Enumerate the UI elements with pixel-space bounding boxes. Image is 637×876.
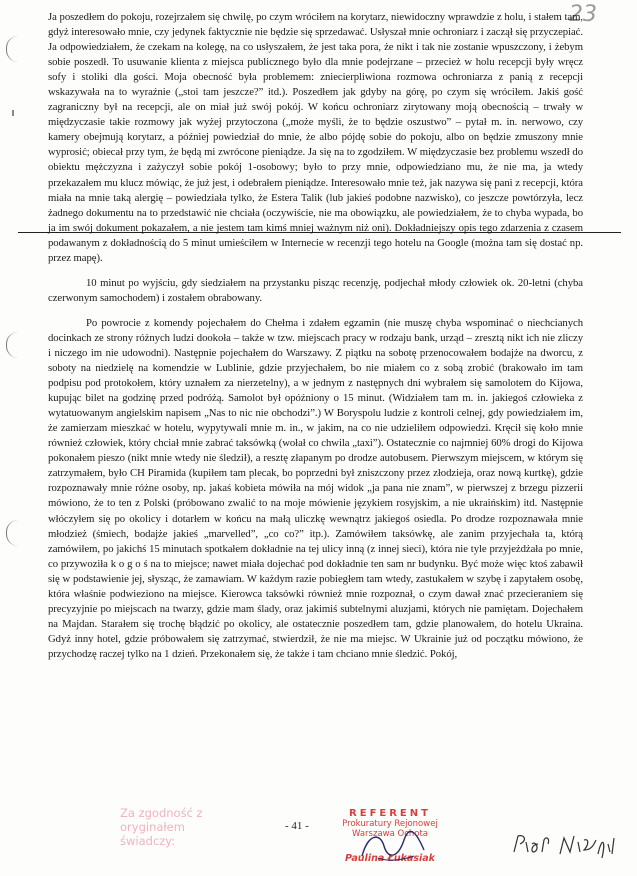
stamp-line: Prokuratury Rejonowej xyxy=(342,819,438,829)
margin-mark xyxy=(6,520,23,546)
official-stamp xyxy=(340,808,440,864)
handwritten-page-number: 23 xyxy=(569,2,597,27)
page-number: - 41 - xyxy=(285,820,309,832)
paragraph: 10 minut po wyjściu, gdy siedziałem na przystanku pisząc recenzję, podjechał młody człowiek ok. 20-letni (chyba czerwonym samochodem) i zostałem obrabowany. xyxy=(48,276,583,304)
stamp-signature-icon xyxy=(358,828,428,862)
paragraph: Ja poszedłem do pokoju, rozejrzałem się chwilę, po czym wróciłem na korytarz, niewidoczny wprawdzie z holu, i stałem tam, gdyż interesowało mnie, czy jedynek faktycznie nie będzie się sprzedawać. Usłyszał mnie ochroniarz i zaczął się przyczepiać. Ja odpowiedziałem, że czekam na kolegę, na co usłyszałem, że jest taka pora, że nikt i tak nie zostanie wpuszczony, i żebym sobie poszedł. To usuwanie klienta z miejsca publicznego było dla mnie podejrzane – przecież w holu recepcji były wręcz sofy i stoliki dla gości. Moja obecność była problemem: zniecierpliwiona rozmowa ochroniarza z panią z recepcji wskazywała na to wyraźnie („stoi tam jeszcze?” itd.). Poszedłem jak gdyby na górę, po czym się wróciłem. Jakiś gość zagraniczny był na recepcji, ale on miał już swój pokój. W końcu ochroniarz zirytowany moją obecnością – trwały w międzyczasie takie rozmowy jak wyżej przytoczona („może myśli, że to będzie oszustwo” – pytał m. in. nerwowo, czy kamery obejmują korytarz, a później powiedział do mnie, że albo pójdę sobie do pokoju, albo on będzie zmuszony mnie wyprosić; obiecał przy tym, że będą mi zwrócone pieniądze. Ja się na to zgodziłem. W międzyczasie bez problemu wszedł do obiektu mężczyzna i zażyczył sobie pokój 1-osobowy; było to przy mnie, odpowiedziano mu, że nie ma, ja wtedy przekazałem mu klucz mówiąc, że już jest, i odebrałem pieniądze. Interesowało mnie też, jak nazywa się pani z recepcji, która miała na mnie taką alergię – powiedziała tylko, że Estera Talik (lub jakieś podobne nazwisko), co jeszcze powtórzyła, lecz żadnego dokumentu na to przedstawić nie chciała (oczywiście, nie ma obowiązku, ale powiedziałem, że to chyba wypada, bo ja im swój dokument pokazałem, a nie jestem tam kimś mniej ważnym niż oni). Dokładniejszy opis tego zdarzenia z czasem podawanym z dokładnością do 5 minut umieściłem w Internecie w recenzji tego hotelu na Google (można tam się dostać np. przez mapę). xyxy=(48,11,583,264)
margin-tick xyxy=(12,110,14,116)
handwritten-signature-icon xyxy=(510,830,620,860)
body-text xyxy=(48,10,583,662)
stamp-name: Paulina Łukasiak xyxy=(345,853,435,864)
stamp-line: Warszawa Ochota xyxy=(351,829,429,839)
margin-mark xyxy=(6,36,23,62)
certification-line: Za zgodność z oryginałem xyxy=(120,806,203,834)
certification-line: świadczy: xyxy=(120,834,176,848)
margin-mark xyxy=(6,332,23,358)
certification-note xyxy=(120,806,270,848)
stamp-title: REFERENT xyxy=(349,808,431,819)
paragraph: Po powrocie z komendy pojechałem do Chełma i zdałem egzamin (nie muszę chyba wspominać o niechcianych docinkach ze strony różnych ludzi dookoła – także w tzw. miejscach pracy w rodzaju bank, urząd – zresztą nikt ich nie zliczy i niczego im nie udowodni). Następnie pojechałem do Warszawy. Z piątku na sobotę przenocowałem bodajże na dworcu, z soboty na niedzielę na komendzie w Lublinie, gdzie przyjechałem, bo nie miałem co z sobą zrobić (brakowało im tam podpisu pod protokołem, który uznałem za nierzetelny), a w jednym z następnych dni wybrałem się samolotem do Kijowa, kupując bilet na godzinę przed podróżą. Samolot był opóźniony o 15 minut. (Widziałem tam m. in. jakiegoś człowieka z wytatuowanym angielskim napisem „Nas to nic nie obchodzi”.) W Boryspolu ludzie z kontroli celnej, gdy powiedziałem im, że zamierzam mieszkać w hotelu, wypytywali mnie m. in., w jakim, na co nie udzieliłem odpowiedzi. Kręcił się koło mnie również człowiek, który chciał mnie zabrać taksówką (wołał co chwila „taxi”). Ostatecznie co najmniej 60% drogi do Kijowa pokonałem pieszo (nikt mnie wtedy nie śledził), a resztę złapanym po drodze autobusem. Pierwszym miejscem, w którym się zatrzymałem, było CH Piramida (kupiłem tam plecak, bo poprzedni był zniszczony przez złodzieja, oraz nową kurtkę), gdzie rozpoznawały mnie różne osoby, np. jakaś kobieta mówiła na mój widok „ja pana nie znam”, w pierwszej z brzegu pizzerii mówiono, że to ten z Polski (próbowano zwalić to na moje mówienie językiem rosyjskim, a nie ukraińskim) itd. Następnie włóczyłem się po okolicy i dotarłem w końcu na małą uliczkę wewnątrz jakiegoś osiedla. Po drodze rozpoznawała mnie młodzież (śmiech, bodajże jakieś „marvelled”, „co co?” itp.). Zamówiłem taksówkę, ale zanim przyjechała ta, którą zamówiłem, po jakichś 15 minutach spotkałem dokładnie na tej ulicy inną (z innej sieci), która nie tyle przyjeżdżała po mnie, co przywoziła k o g o ś na to miejsce; nawet miała dojechać pod dokładnie ten sam nr budynku. Być może więc ktoś zabawił się w podstawienie jej, słysząc, że zamawiam. W każdym razie pobiegłem tam wtedy, zastukałem w szybę i zapytałem osobę, która właśnie podwieziono na miejsce. Kierowca taksówki również mnie rozpoznał, o czym dawał znać przecieraniem się precyzyjnie po miejscach na twarzy, gdzie mam ślady, oraz jakimiś subtelnymi aluzjami, których nie pamiętam. Dojechałem na Majdan. Starałem się trochę błądzić po okolicy, ale ostatecznie poszedłem tam, gdzie planowałem, do hotelu Ukraina. Gdyż inny hotel, gdzie próbowałem się zatrzymać, stwierdził, że nie ma miejsc. W Ukrainie już od początku mówiono, że przychodzę raczej tylko na 1 dzień. Przekonałem się, że także i tam chciano mnie śledzić. Pokój, xyxy=(48,316,583,660)
